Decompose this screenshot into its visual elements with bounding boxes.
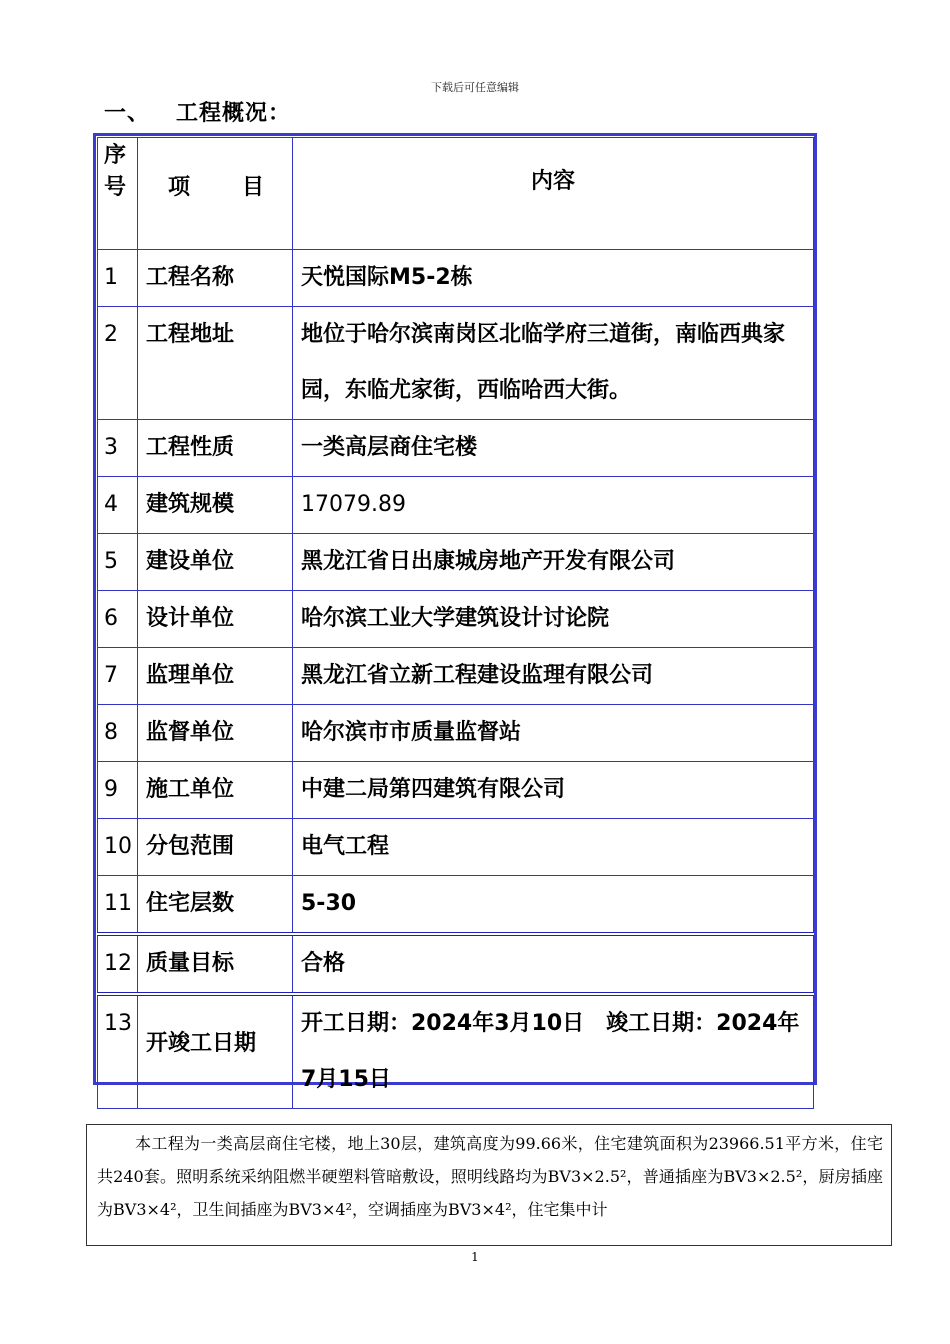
row-item: 施工单位 (138, 762, 293, 819)
table-row (98, 934, 814, 994)
row-item: 开竣工日期 (138, 994, 293, 1109)
section-number: 一、 (104, 101, 151, 126)
header-item-char-2: 目 (242, 175, 265, 200)
section-title: 工程概况： (176, 101, 292, 126)
table-row (98, 250, 814, 307)
table-row (98, 591, 814, 648)
section-heading (104, 96, 291, 127)
table-row (98, 994, 814, 1109)
row-number: 9 (98, 762, 138, 819)
row-number: 1 (98, 250, 138, 307)
header-seq-char-2: 号 (104, 175, 127, 200)
table-row (98, 477, 814, 534)
header-seq-char-1: 序 (104, 143, 127, 168)
row-content: 合格 (293, 934, 814, 994)
row-content: 5-30 (293, 876, 814, 935)
row-number: 10 (98, 819, 138, 876)
row-item: 质量目标 (138, 934, 293, 994)
row-content: 天悦国际M5-2栋 (293, 250, 814, 307)
row-number: 8 (98, 705, 138, 762)
project-description: 本工程为一类高层商住宅楼，地上30层，建筑高度为99.66米，住宅建筑面积为23966.51平方米，住宅共240套。照明系统采纳阻燃半硬塑料管暗敷设，照明线路均为BV3×2.5²，普通插座为BV3×2.5²，厨房插座为BV3×4²，卫生间插座为BV3×4²，空调插座为BV3×4²，住宅集中计 (86, 1124, 892, 1246)
row-number: 11 (98, 876, 138, 935)
table-row (98, 648, 814, 705)
row-number: 12 (98, 934, 138, 994)
row-item: 建设单位 (138, 534, 293, 591)
row-number: 6 (98, 591, 138, 648)
row-number: 5 (98, 534, 138, 591)
row-content: 电气工程 (293, 819, 814, 876)
row-content: 一类高层商住宅楼 (293, 420, 814, 477)
row-item: 工程名称 (138, 250, 293, 307)
edit-watermark: 下载后可任意编辑 (431, 81, 519, 94)
table-row (98, 762, 814, 819)
row-item: 住宅层数 (138, 876, 293, 935)
row-content: 开工日期：2024年3月10日 竣工日期：2024年7月15日 (293, 994, 814, 1109)
page-number: 1 (471, 1250, 479, 1264)
header-seq (98, 138, 138, 250)
row-item: 分包范围 (138, 819, 293, 876)
table-row (98, 307, 814, 420)
row-content: 17079.89 (293, 477, 814, 534)
row-content: 中建二局第四建筑有限公司 (293, 762, 814, 819)
project-overview-table (97, 137, 814, 1109)
row-item: 工程性质 (138, 420, 293, 477)
row-content: 黑龙江省立新工程建设监理有限公司 (293, 648, 814, 705)
row-content: 哈尔滨工业大学建筑设计讨论院 (293, 591, 814, 648)
row-number: 2 (98, 307, 138, 420)
table-row (98, 705, 814, 762)
table-row (98, 534, 814, 591)
row-number: 13 (98, 994, 138, 1109)
row-number: 7 (98, 648, 138, 705)
table-row (98, 819, 814, 876)
row-number: 4 (98, 477, 138, 534)
header-item-char-1: 项 (168, 175, 191, 200)
table-row (98, 420, 814, 477)
row-item: 建筑规模 (138, 477, 293, 534)
header-item (138, 138, 293, 250)
row-content: 哈尔滨市市质量监督站 (293, 705, 814, 762)
row-item: 监理单位 (138, 648, 293, 705)
row-item: 监督单位 (138, 705, 293, 762)
row-number: 3 (98, 420, 138, 477)
header-content: 内容 (293, 138, 814, 250)
table-row (98, 876, 814, 935)
row-item: 工程地址 (138, 307, 293, 420)
row-content: 黑龙江省日出康城房地产开发有限公司 (293, 534, 814, 591)
row-item: 设计单位 (138, 591, 293, 648)
row-content: 地位于哈尔滨南岗区北临学府三道街，南临西典家园，东临尤家街，西临哈西大街。 (293, 307, 814, 420)
table-header-row (98, 138, 814, 250)
